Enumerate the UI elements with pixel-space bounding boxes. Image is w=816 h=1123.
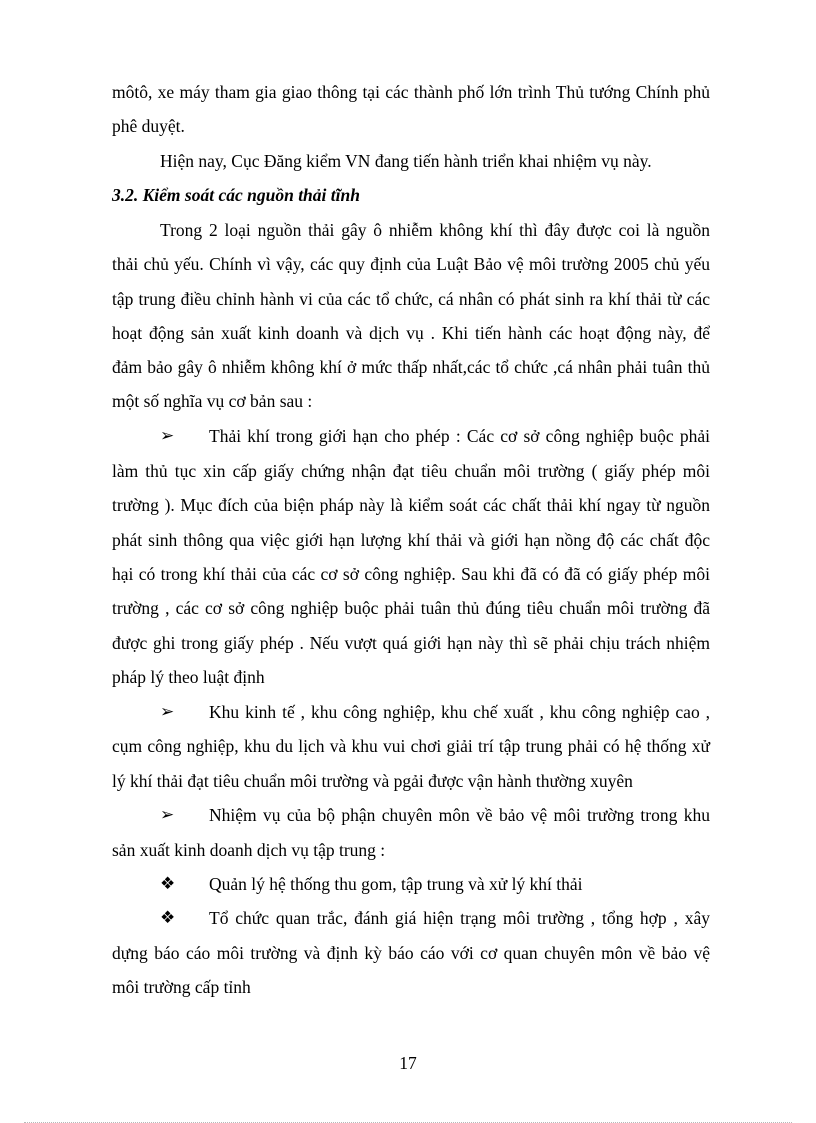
paragraph-line: đảm bảo gây ô nhiễm không khí ở mức thấp nhất,các tổ chức ,cá nhân phải tuân thủ [112,357,710,377]
paragraph-line: phê duyệt. [112,116,185,136]
sub-bullet-line: Quản lý hệ thống thu gom, tập trung và xử lý khí thải [209,874,583,894]
paragraph-line: hoạt động sản xuất kinh doanh và dịch vụ . Khi tiến hành các hoạt động này, để [112,323,710,343]
paragraph-line: môi trường cấp tỉnh [112,977,251,997]
paragraph-line: trường ). Mục đích của biện pháp này là kiểm soát các chất thải khí ngay từ nguồn [112,495,710,515]
paragraph-line: làm thủ tục xin cấp giấy chứng nhận đạt tiêu chuẩn môi trường ( giấy phép môi [112,461,710,481]
bullet-line: Thải khí trong giới hạn cho phép : Các cơ sở công nghiệp buộc phải [209,426,710,446]
arrow-bullet-icon: ➢ [160,805,175,824]
paragraph-line: lý khí thải đạt tiêu chuẩn môi trường và pgải được vận hành thường xuyên [112,771,633,791]
paragraph-line: được ghi trong giấy phép . Nếu vượt quá giới hạn này thì sẽ phải chịu trách nhiệm [112,633,710,653]
paragraph-line: tập trung điều chỉnh hành vi của các tổ chức, cá nhân có phát sinh ra khí thải từ các [112,289,710,309]
paragraph-line: phát sinh thông qua việc giới hạn lượng khí thải và giới hạn nồng độ các chất độc [112,530,710,550]
paragraph-line: dựng báo cáo môi trường và định kỳ báo cáo với cơ quan chuyên môn về bảo vệ [112,943,710,963]
paragraph-line: thải chủ yếu. Chính vì vậy, các quy định của Luật Bảo vệ môi trường 2005 chủ yếu [112,254,710,274]
paragraph-line: pháp lý theo luật định [112,667,265,687]
sub-bullet-line: Tổ chức quan trắc, đánh giá hiện trạng môi trường , tổng hợp , xây [209,908,710,928]
arrow-bullet-icon: ➢ [160,426,175,445]
paragraph-line: hại có trong khí thải của các cơ sở công nghiệp. Sau khi đã có đã có giấy phép môi [112,564,710,584]
paragraph-line: sản xuất kinh doanh dịch vụ tập trung : [112,840,386,860]
diamond-bullet-icon: ❖ [160,908,176,927]
arrow-bullet-icon: ➢ [160,702,175,721]
section-heading: 3.2. Kiểm soát các nguồn thải tĩnh [112,185,360,205]
bullet-line: Khu kinh tế , khu công nghiệp, khu chế xuất , khu công nghiệp cao , [209,702,710,722]
paragraph-line: môtô, xe máy tham gia giao thông tại các thành phố lớn trình Thủ tướng Chính phủ [112,82,710,102]
diamond-bullet-icon: ❖ [160,874,176,893]
paragraph-line: Trong 2 loại nguồn thải gây ô nhiễm không khí thì đây được coi là nguồn [160,220,710,240]
page-number: 17 [399,1053,417,1073]
paragraph-line: Hiện nay, Cục Đăng kiểm VN đang tiến hành triển khai nhiệm vụ này. [160,151,652,171]
paragraph-line: cụm công nghiệp, khu du lịch và khu vui chơi giải trí tập trung phải có hệ thống xử [112,736,710,756]
paragraph-line: trường , các cơ sở công nghiệp buộc phải tuân thủ đúng tiêu chuẩn môi trường đã [112,598,710,618]
paragraph-line: một số nghĩa vụ cơ bản sau : [112,391,313,411]
bullet-line: Nhiệm vụ của bộ phận chuyên môn về bảo vệ môi trường trong khu [209,805,710,825]
